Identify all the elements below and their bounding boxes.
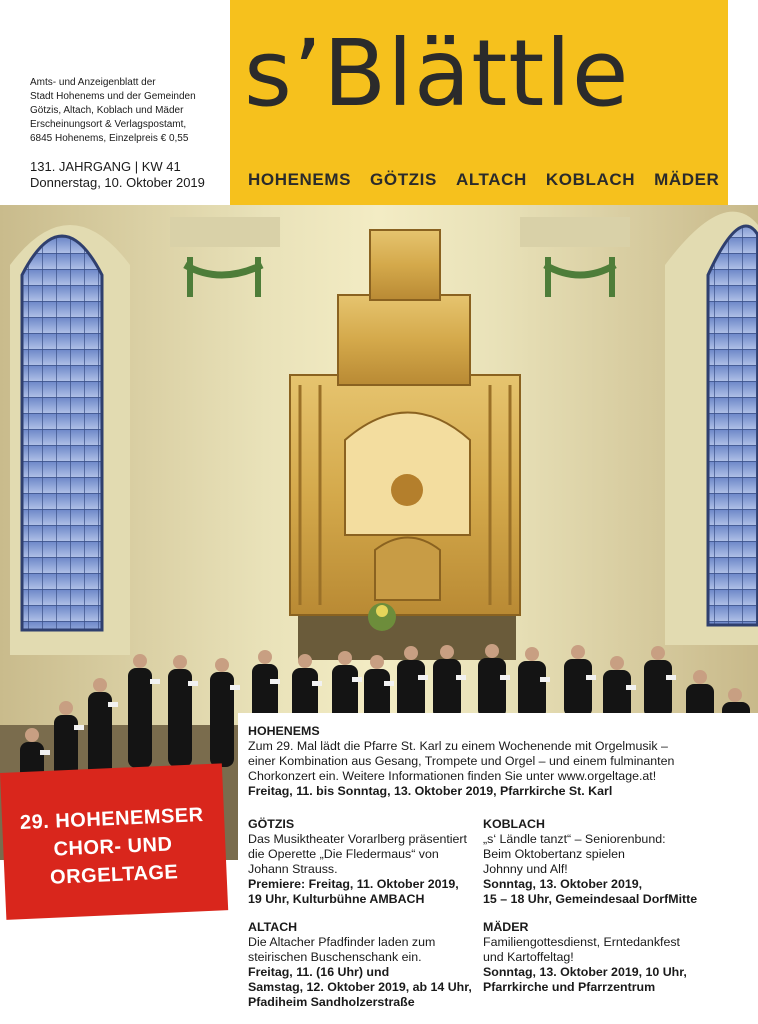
event-text: Das Musiktheater Vorarlberg präsentiert [248, 832, 468, 846]
event-text: Die Altacher Pfadfinder laden zum [248, 935, 436, 949]
imprint-line: Erscheinungsort & Verlagspostamt, [30, 119, 187, 130]
event-text: und Kartoffeltag! [483, 950, 574, 964]
event-date: Samstag, 12. Oktober 2019, ab 14 Uhr, [248, 980, 472, 994]
event-date: Pfadiheim Sandholzerstraße [248, 995, 415, 1009]
event-heading: HOHENEMS [248, 724, 320, 738]
right-window [665, 212, 758, 645]
left-window [10, 225, 130, 655]
issue-info [30, 159, 205, 191]
event-date: 15 – 18 Uhr, Gemeindesaal DorfMitte [483, 892, 698, 906]
event-date: Sonntag, 13. Oktober 2019, [483, 877, 643, 891]
event-hohenems [248, 724, 748, 799]
feature-line: 29. HOHENEMSER [19, 804, 205, 835]
event-altach [248, 920, 483, 1010]
feature-headline [4, 800, 221, 893]
event-text: die Operette „Die Fledermaus“ von [248, 847, 439, 861]
town-goetzis: GÖTZIS [370, 170, 437, 189]
event-date: 19 Uhr, Kulturbühne AMBACH [248, 892, 425, 906]
newspaper-title: s’Blättle [244, 20, 630, 127]
imprint [30, 76, 220, 146]
issue-date: Donnerstag, 10. Oktober 2019 [30, 175, 205, 190]
event-text: Beim Oktobertanz spielen [483, 847, 625, 861]
event-date: Premiere: Freitag, 11. Oktober 2019, [248, 877, 459, 891]
imprint-line: Stadt Hohenems und der Gemeinden [30, 91, 196, 102]
masthead [230, 0, 728, 216]
feature-line: CHOR- UND [53, 833, 173, 861]
event-heading: GÖTZIS [248, 817, 295, 831]
imprint-line: Amts- und Anzeigenblatt der [30, 77, 156, 88]
town-maeder: MÄDER [654, 170, 720, 189]
event-koblach [483, 817, 751, 907]
event-date: Sonntag, 13. Oktober 2019, 10 Uhr, [483, 965, 687, 979]
towns-list [248, 170, 719, 190]
event-text: Zum 29. Mal lädt die Pfarre St. Karl zu einem Wochenende mit Orgelmusik – [248, 739, 668, 753]
event-text: einer Kombination aus Gesang, Trompete und Orgel – und einem fulminanten [248, 754, 675, 768]
events-panel [238, 713, 758, 1024]
event-date: Freitag, 11. (16 Uhr) und [248, 965, 390, 979]
event-text: Johann Strauss. [248, 862, 338, 876]
imprint-line: Götzis, Altach, Koblach und Mäder [30, 105, 184, 116]
event-text: Familiengottesdienst, Erntedankfest [483, 935, 680, 949]
town-koblach: KOBLACH [545, 170, 636, 189]
town-altach: ALTACH [455, 170, 527, 189]
issue-volume: 131. JAHRGANG | KW 41 [30, 159, 181, 174]
town-hohenems: HOHENEMS [248, 170, 352, 189]
event-text: steirischen Buschenschank ein. [248, 950, 422, 964]
event-heading: MÄDER [483, 920, 529, 934]
event-goetzis [248, 817, 476, 907]
feature-line: ORGELTAGE [49, 861, 179, 889]
event-maeder [483, 920, 751, 995]
event-heading: KOBLACH [483, 817, 545, 831]
event-text: Johnny und Alf! [483, 862, 568, 876]
event-date: Freitag, 11. bis Sonntag, 13. Oktober 2019, Pfarrkirche St. Karl [248, 784, 613, 798]
event-heading: ALTACH [248, 920, 298, 934]
event-text: „s‘ Ländle tanzt“ – Seniorenbund: [483, 832, 666, 846]
event-date: Pfarrkirche und Pfarrzentrum [483, 980, 656, 994]
imprint-line: 6845 Hohenems, Einzelpreis € 0,55 [30, 133, 189, 144]
event-text: Chorkonzert ein. Weitere Informationen finden Sie unter www.orgeltage.at! [248, 769, 657, 783]
